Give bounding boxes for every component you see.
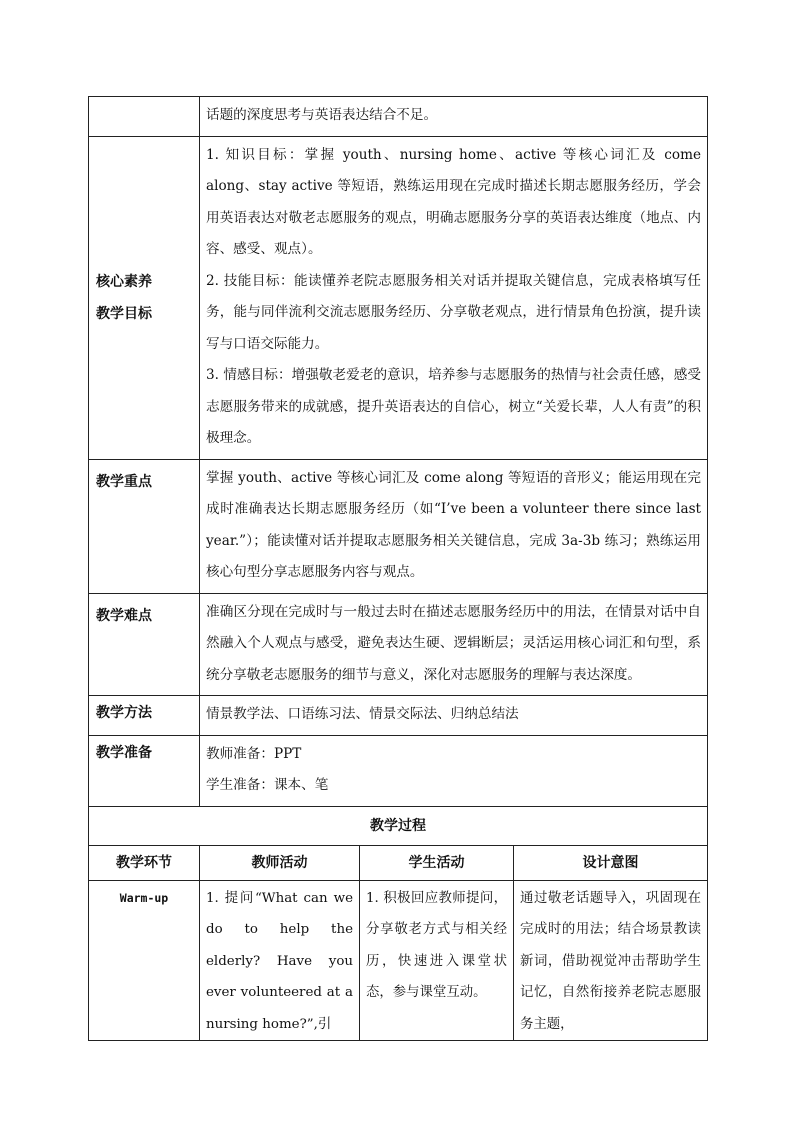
- intro-tail-text: 话题的深度思考与英语表达结合不足。: [206, 107, 438, 123]
- column-header-intent: [514, 845, 708, 880]
- column-header-student: [360, 845, 514, 880]
- teacher-preparation: 教师准备：PPT: [206, 745, 302, 762]
- warmup-intent-cell: [514, 880, 708, 1041]
- warmup-teacher-cell: [200, 880, 360, 1041]
- emotion-objective: 3. 情感目标：增强敬老爱老的意识，培养参与志愿服务的热情与社会责任感，感受志愿服务带来的成就感，提升英语表达的自信心，树立“关爱长辈，人人有责”的积极理念。: [206, 367, 702, 446]
- methods-label: 教学方法: [96, 705, 152, 721]
- difficulties-text: 准确区分现在完成时与一般过去时在描述志愿服务经历中的用法，在情景对话中自然融入个人观点与感受，避免表达生硬、逻辑断层；灵活运用核心词汇和句型，系统分享敬老志愿服务的细节与意义，深化对志愿服务的理解与表达深度。: [206, 603, 702, 683]
- methods-label-cell: [89, 696, 200, 736]
- methods-content-cell: [200, 696, 708, 736]
- column-header-student-text: 学生活动: [408, 854, 465, 871]
- difficulties-row: [89, 593, 708, 696]
- process-header-row: [89, 845, 708, 880]
- difficulties-label-cell: [89, 593, 200, 696]
- key-points-label-cell: [89, 459, 200, 593]
- column-header-intent-text: 设计意图: [582, 854, 639, 871]
- intro-tail-label-cell: [89, 97, 200, 137]
- difficulties-label: 教学难点: [96, 607, 152, 624]
- student-preparation: 学生准备：课本、笔: [206, 777, 329, 793]
- warmup-stage-cell: [89, 880, 200, 1041]
- key-points-content-cell: [200, 459, 708, 593]
- knowledge-objective: 1. 知识目标：掌握 youth、nursing home、active 等核心词汇及 come along、stay active 等短语，熟练运用现在完成时描述长期志愿服务经历，学会用英语表达对敬老志愿服务的观点，明确志愿服务分享的英语表达维度（地点、内容、感受、观点）。: [206, 146, 702, 257]
- process-title: 教学过程: [370, 817, 426, 834]
- methods-row: [89, 696, 708, 736]
- preparation-row: [89, 735, 708, 806]
- objectives-label-line2: 教学目标: [96, 305, 152, 322]
- preparation-label-cell: [89, 735, 200, 806]
- warmup-student-cell: [360, 880, 514, 1041]
- warmup-stage: Warm-up: [119, 890, 169, 905]
- objectives-label: [89, 266, 199, 330]
- column-header-teacher-text: 教师活动: [251, 854, 308, 871]
- objectives-content-cell: [200, 136, 708, 459]
- warmup-design-intent: 通过敬老话题导入，巩固现在完成时的用法；结合场景教读新词，借助视觉冲击帮助学生记忆，自然衔接养老院志愿服务主题，: [520, 890, 702, 1032]
- process-title-cell: [89, 806, 708, 845]
- column-header-stage-text: 教学环节: [116, 854, 172, 871]
- process-row-warmup: [89, 880, 708, 1041]
- column-header-teacher: [200, 845, 360, 880]
- objectives-label-line1: 核心素养: [96, 273, 152, 290]
- intro-tail-content-cell: [200, 97, 708, 137]
- difficulties-content-cell: [200, 593, 708, 696]
- key-points-text: 掌握 youth、active 等核心词汇及 come along 等短语的音形义；能运用现在完成时准确表达长期志愿服务经历（如“I’ve been a volunteer there since last year.”）；能读懂对话并提取志愿服务相关关键信息，完成 3a-3b 练习；熟练运用核心句型分享志愿服务内容与观点。: [206, 469, 702, 580]
- objectives-label-cell: [89, 136, 200, 459]
- key-points-row: [89, 459, 708, 593]
- warmup-teacher-activity: 1. 提问“What can we do to help the elderly? Have you ever volunteered at a nursing home?”,引: [206, 890, 353, 1032]
- column-header-stage: [89, 845, 200, 880]
- preparation-label: 教学准备: [96, 744, 152, 761]
- process-title-row: [89, 806, 708, 845]
- skill-objective: 2. 技能目标：能读懂养老院志愿服务相关对话并提取关键信息，完成表格填写任务，能与同伴流利交流志愿服务经历、分享敬老观点，进行情景角色扮演，提升读写与口语交际能力。: [206, 272, 702, 352]
- warmup-student-activity: 1. 积极回应教师提问，分享敬老方式与相关经历，快速进入课堂状态，参与课堂互动。: [366, 890, 507, 1000]
- lesson-plan-table: [88, 96, 708, 1041]
- intro-tail-row: [89, 97, 708, 137]
- preparation-content-cell: [200, 735, 708, 806]
- key-points-label: 教学重点: [96, 473, 152, 490]
- objectives-row: [89, 136, 708, 459]
- methods-text: 情景教学法、口语练习法、情景交际法、归纳总结法: [206, 706, 519, 722]
